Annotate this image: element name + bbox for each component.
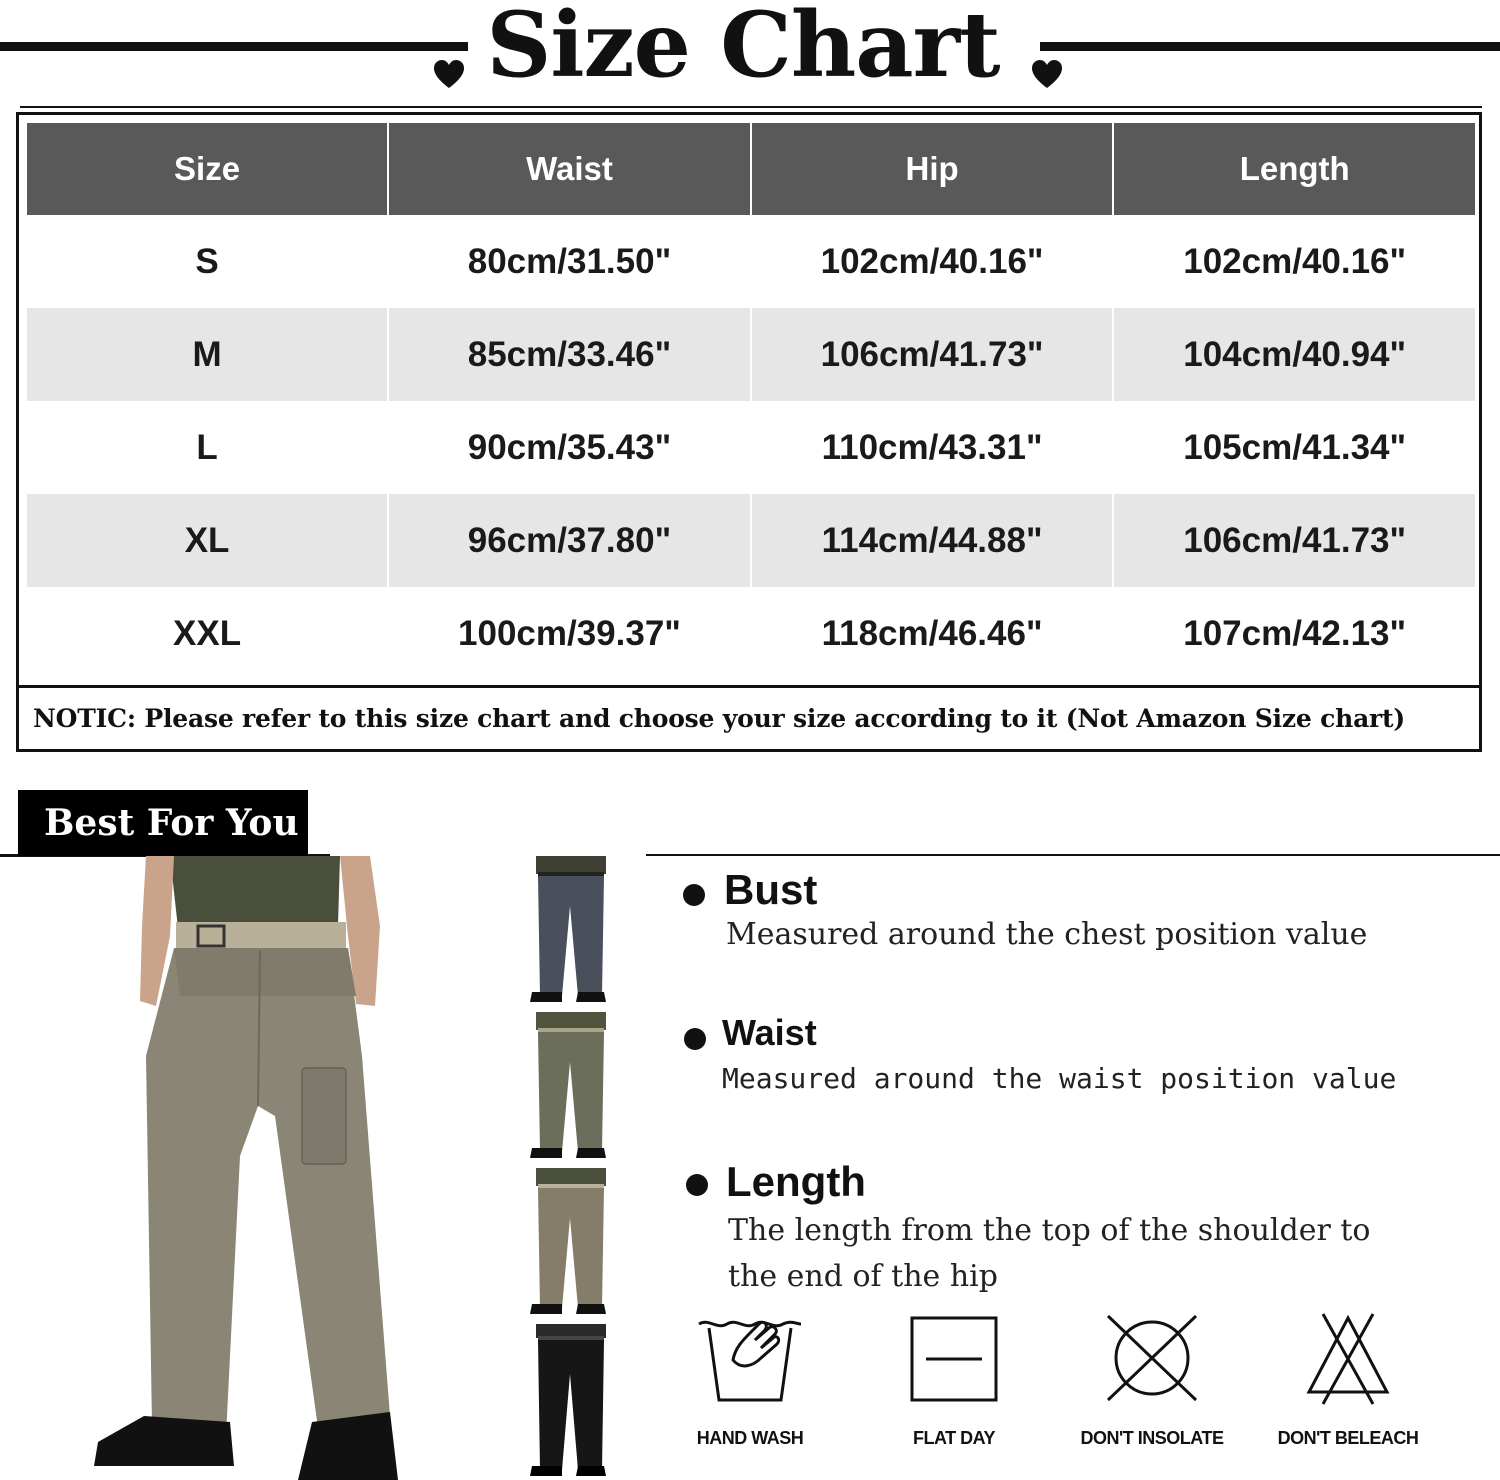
size-chart-note: NOTIC: Please refer to this size chart and choose your size according to it (Not Amazon Size chart) [19,685,1479,749]
best-for-you-label: Best For You [18,790,308,856]
product-photo-khaki-pants [90,856,420,1480]
measure-desc-bust: Measured around the chest position value [726,917,1368,952]
header-length: Length [1114,123,1475,215]
bullet-icon [686,1174,708,1196]
measure-desc-length-line1: The length from the top of the shoulder to [728,1213,1371,1248]
cell-hip: 118cm/46.46" [821,613,1043,653]
measure-desc-length-line2: the end of the hip [728,1259,998,1294]
header-hip: Hip [752,123,1113,215]
cell-size: M [27,308,387,401]
cell-waist: 85cm/33.46" [389,308,750,401]
care-label-do-not-insolate: DON'T INSOLATE [1080,1428,1224,1448]
page-title: Size Chart [486,0,1000,98]
flat-dry-icon [906,1310,1002,1406]
heart-icon [432,58,466,92]
product-thumb-navy [522,856,618,1008]
bullet-icon [683,884,705,906]
care-item-do-not-bleach [1268,1310,1428,1406]
title-rule-left [0,42,468,51]
bullet-icon [684,1028,706,1050]
cell-hip: 106cm/41.73" [752,308,1113,401]
product-thumb-green [522,1012,618,1164]
cell-length: 107cm/42.13" [1183,613,1407,653]
table-row [27,587,1475,680]
product-thumb-black [522,1324,618,1480]
size-table [25,123,1477,680]
header-waist: Waist [389,123,750,215]
table-header-row [27,123,1475,215]
table-row [27,494,1475,587]
care-label-do-not-bleach: DON'T BELEACH [1277,1428,1419,1448]
cell-size: XL [27,494,387,587]
cell-size: L [196,427,218,467]
measure-desc-waist: Measured around the waist position value [722,1062,1397,1095]
cell-length: 102cm/40.16" [1183,241,1407,281]
do-not-insolate-icon [1102,1310,1202,1406]
title-rule-thin [20,106,1482,108]
measure-title-waist: Waist [722,1012,817,1053]
section-rule-right [646,854,1500,856]
cell-waist: 96cm/37.80" [389,494,750,587]
cell-waist: 80cm/31.50" [467,241,672,281]
cell-hip: 102cm/40.16" [820,241,1044,281]
care-label-flat-dry: FLAT DAY [912,1428,995,1448]
table-row [27,401,1475,494]
heart-icon [1030,58,1064,92]
cell-waist: 90cm/35.43" [467,427,672,467]
header-size: Size [27,123,387,215]
care-item-flat-dry [874,1310,1034,1406]
hand-wash-icon [695,1310,805,1406]
title-rule-right [1040,42,1500,51]
cell-waist: 100cm/39.37" [458,613,681,653]
care-item-do-not-insolate [1072,1310,1232,1406]
product-thumb-khaki [522,1168,618,1320]
cell-size: XXL [173,613,242,653]
table-row [27,308,1475,401]
care-label-hand-wash: HAND WASH [696,1428,804,1448]
cell-hip: 110cm/43.31" [821,427,1043,467]
cell-hip: 114cm/44.88" [752,494,1113,587]
measure-title-bust: Bust [724,866,818,913]
do-not-bleach-icon [1303,1310,1393,1406]
cell-length: 104cm/40.94" [1114,308,1475,401]
measure-title-length: Length [726,1158,866,1205]
table-row [27,215,1475,308]
cell-size: S [195,241,219,281]
cell-length: 106cm/41.73" [1114,494,1475,587]
care-item-hand-wash [670,1310,830,1406]
size-table-frame [16,112,1482,752]
cell-length: 105cm/41.34" [1183,427,1407,467]
